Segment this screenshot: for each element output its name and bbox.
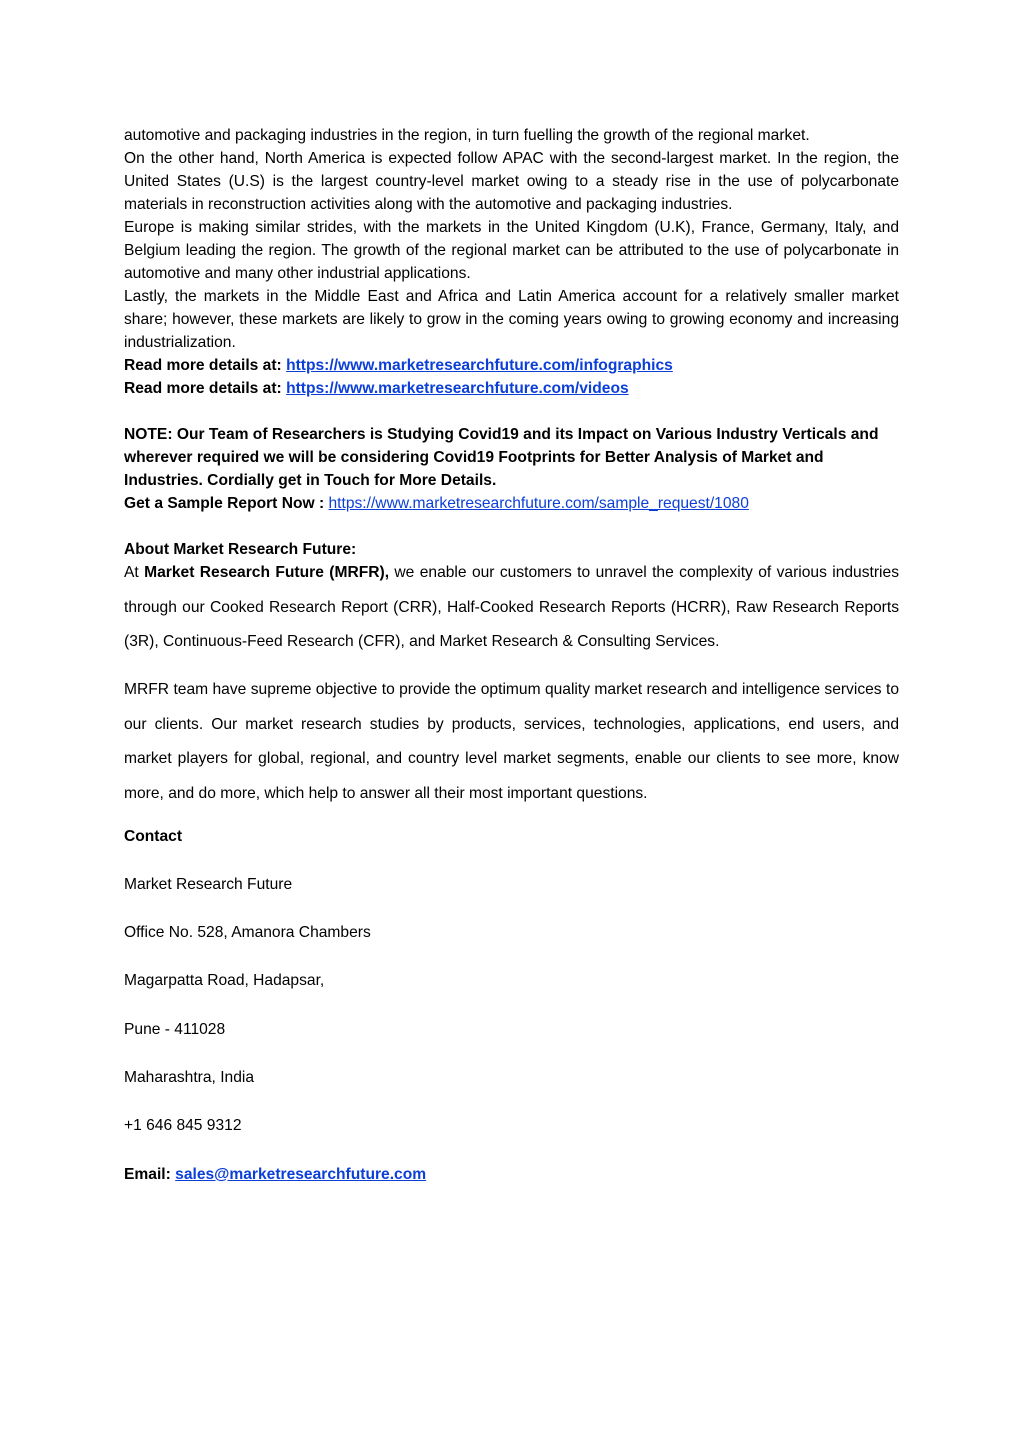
videos-link[interactable]: https://www.marketresearchfuture.com/videos <box>286 380 629 397</box>
contact-phone: +1 646 845 9312 <box>124 1117 242 1135</box>
spacer <box>124 1089 899 1114</box>
paragraph-europe: Europe is making similar strides, with the markets in the United Kingdom (U.K), France, Germany, Italy, and Belgium leading the region. The growth of the regional market can be attributed to the use of polycarbonate in automotive and many other industrial applications. <box>124 219 899 282</box>
document-page <box>124 124 899 1186</box>
spacer <box>124 992 899 1017</box>
spacer <box>124 944 899 969</box>
about-mission: MRFR team have supreme objective to provide the optimum quality market research and intelligence services to our clients. Our market research studies by products, services, technologies, applications, end users, and market players for global, regional, and country level market segments, enable our clients to see more, know more, and do more, which help to answer all their most important questions. <box>124 681 899 802</box>
contact-heading: Contact <box>124 827 183 845</box>
spacer <box>124 400 899 423</box>
infographics-link[interactable]: https://www.marketresearchfuture.com/infographics <box>286 357 673 374</box>
sample-report-link[interactable]: https://www.marketresearchfuture.com/sample_request/1080 <box>328 495 749 512</box>
spacer <box>124 811 899 825</box>
covid-note: NOTE: Our Team of Researchers is Studying Covid19 and its Impact on Various Industry Verticals and wherever required we will be considering Covid19 Footprints for Better Analysis of Market and Industries. Cordially get in Touch for More Details. <box>124 426 879 489</box>
contact-company: Market Research Future <box>124 875 293 893</box>
email-label: Email: <box>124 1165 171 1183</box>
read-more-infographics <box>124 354 899 377</box>
about-intro-prefix: At <box>124 564 139 581</box>
spacer <box>124 515 899 538</box>
about-heading: About Market Research Future: <box>124 541 357 558</box>
contact-email-line <box>124 1163 899 1186</box>
spacer <box>124 1041 899 1066</box>
contact-road: Magarpatta Road, Hadapsar, <box>124 972 325 990</box>
sample-report-label: Get a Sample Report Now : <box>124 495 325 512</box>
read-more-label: Read more details at: <box>124 380 282 397</box>
sample-report-line <box>124 492 899 515</box>
spacer <box>124 1137 899 1162</box>
contact-city: Pune - 411028 <box>124 1020 226 1038</box>
email-link[interactable]: sales@marketresearchfuture.com <box>175 1165 427 1183</box>
about-intro <box>124 556 899 660</box>
paragraph-apac-end: automotive and packaging industries in the region, in turn fuelling the growth of the regional market. <box>124 127 810 144</box>
spacer <box>124 896 899 921</box>
spacer <box>124 660 899 674</box>
paragraph-mea-latam: Lastly, the markets in the Middle East and Africa and Latin America account for a relatively smaller market share; however, these markets are likely to grow in the coming years owing to growing economy and increasing industrialization. <box>124 288 899 351</box>
about-section <box>124 556 899 811</box>
contact-state: Maharashtra, India <box>124 1068 255 1086</box>
about-intro-company: Market Research Future (MRFR), <box>144 564 390 581</box>
about-intro-rest: we enable our customers to unravel the complexity of various industries through our Cooked Research Report (CRR), Half-Cooked Research Reports (HCRR), Raw Research Reports (3R), Continuous-Feed Research (CFR), and Market Research & Consulting Services. <box>124 564 899 650</box>
contact-office: Office No. 528, Amanora Chambers <box>124 924 371 942</box>
spacer <box>124 848 899 873</box>
read-more-label: Read more details at: <box>124 357 282 374</box>
paragraph-north-america: On the other hand, North America is expected follow APAC with the second-largest market. In the region, the United States (U.S) is the largest country-level market owing to a steady rise in the use of polycarbonate materials in reconstruction activities along with the automotive and packaging industries. <box>124 150 899 213</box>
read-more-videos <box>124 377 899 400</box>
